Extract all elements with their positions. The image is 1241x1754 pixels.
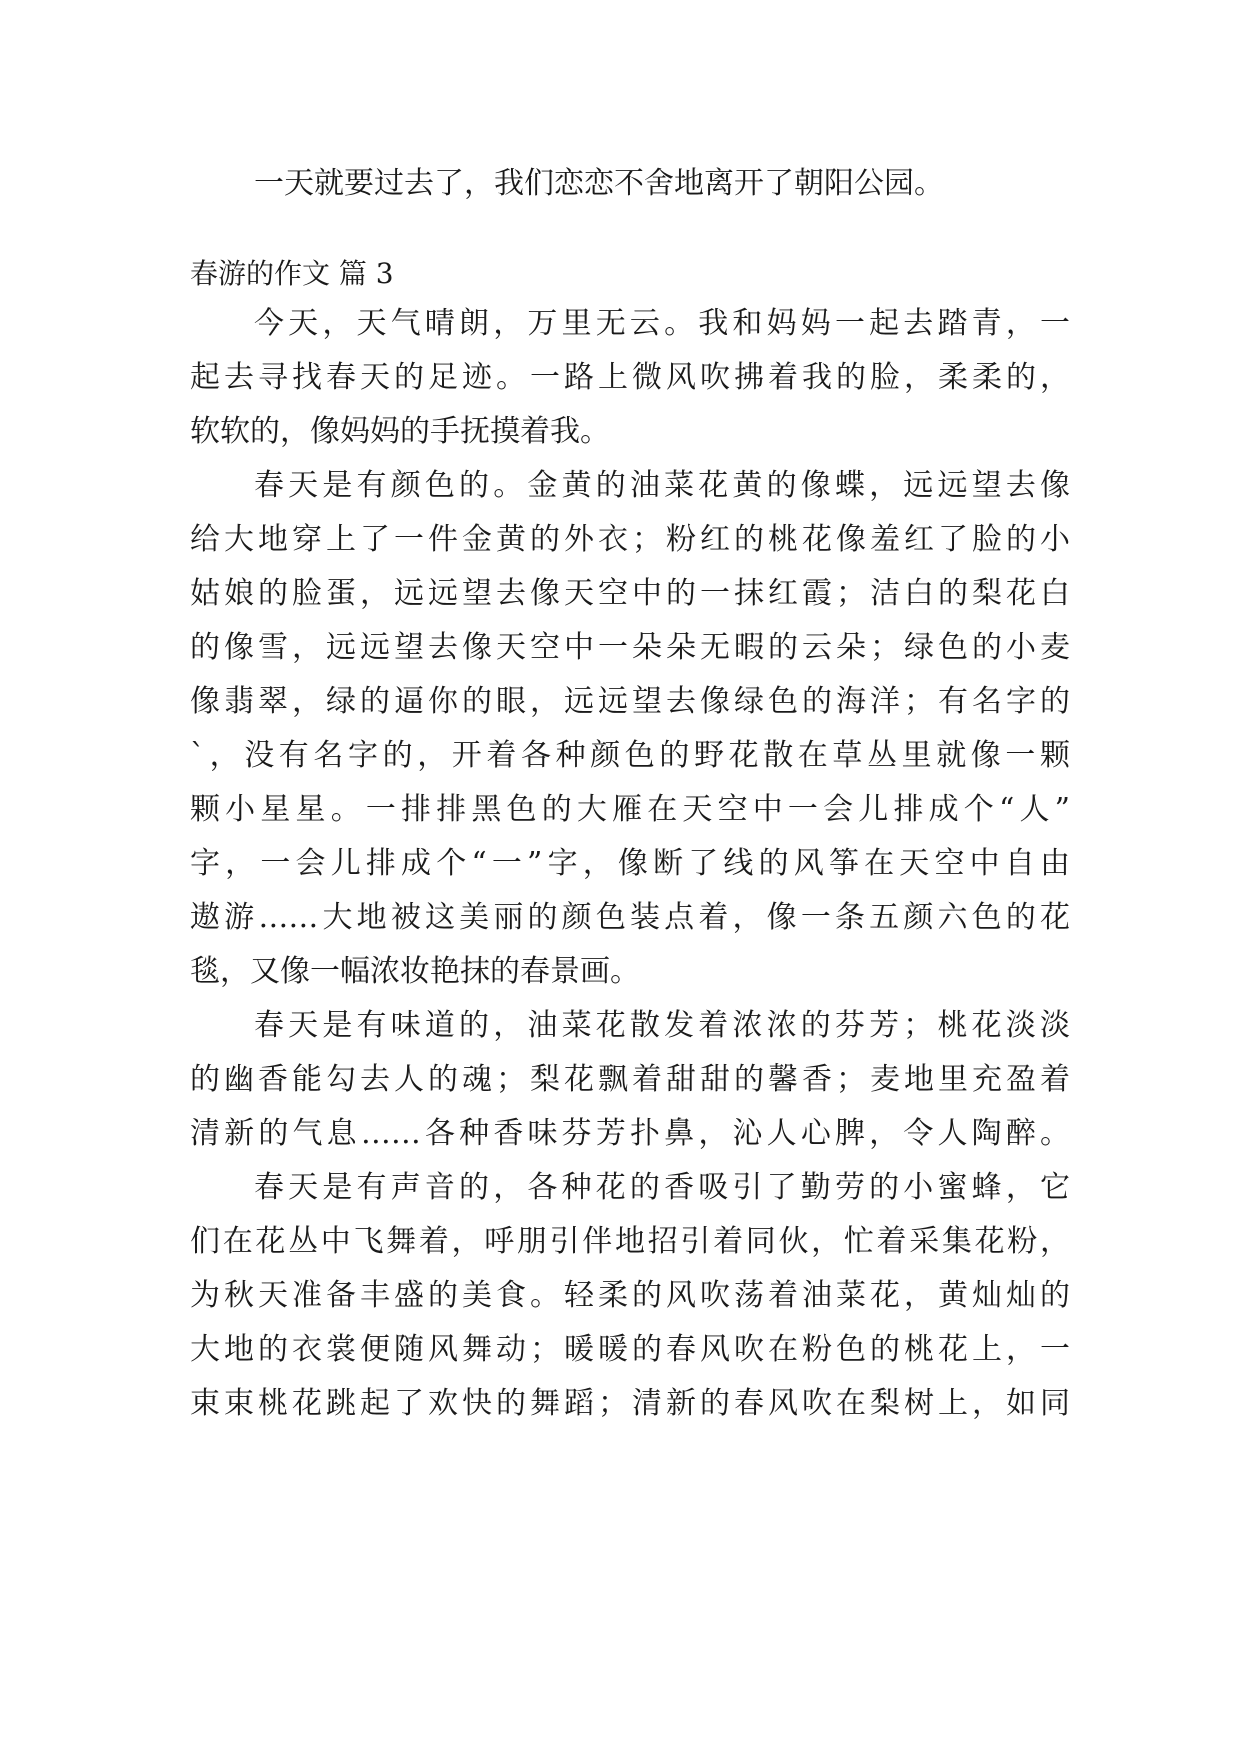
paragraph-line: 的像雪，远远望去像天空中一朵朵无暇的云朵；绿色的小麦 (190, 630, 1070, 665)
paragraph-line: 为秋天准备丰盛的美食。轻柔的风吹荡着油菜花，黄灿灿的 (190, 1278, 1070, 1313)
paragraph-line: 软软的，像妈妈的手抚摸着我。 (190, 414, 610, 449)
paragraph-line: 春天是有颜色的。金黄的油菜花黄的像蝶，远远望去像 (254, 468, 1070, 503)
paragraph-line: 们在花丛中飞舞着，呼朋引伴地招引着同伙，忙着采集花粉， (190, 1224, 1070, 1259)
paragraph-line: 像翡翠，绿的逼你的眼，远远望去像绿色的海洋；有名字的 (190, 684, 1070, 719)
paragraph-line: 字，一会儿排成个“一”字，像断了线的风筝在天空中自由 (190, 846, 1070, 881)
paragraph-line: 起去寻找春天的足迹。一路上微风吹拂着我的脸，柔柔的， (190, 360, 1070, 395)
paragraph-line: 颗小星星。一排排黑色的大雁在天空中一会儿排成个“人” (190, 792, 1070, 827)
paragraph-line: 清新的气息……各种香味芬芳扑鼻，沁人心脾，令人陶醉。 (190, 1116, 1070, 1151)
paragraph-line: 春天是有味道的，油菜花散发着浓浓的芬芳；桃花淡淡 (254, 1008, 1070, 1043)
closing-line: 一天就要过去了，我们恋恋不舍地离开了朝阳公园。 (254, 166, 944, 201)
paragraph-line: 毯，又像一幅浓妆艳抹的春景画。 (190, 954, 640, 989)
section-heading: 春游的作文 篇 3 (190, 257, 394, 290)
paragraph-line: 的幽香能勾去人的魂；梨花飘着甜甜的馨香；麦地里充盈着 (190, 1062, 1070, 1097)
paragraph-line: 给大地穿上了一件金黄的外衣；粉红的桃花像羞红了脸的小 (190, 522, 1070, 557)
paragraph-line: 姑娘的脸蛋，远远望去像天空中的一抹红霞；洁白的梨花白 (190, 576, 1070, 611)
paragraph-line: 大地的衣裳便随风舞动；暖暖的春风吹在粉色的桃花上，一 (190, 1332, 1070, 1367)
paragraph-line: `，没有名字的，开着各种颜色的野花散在草丛里就像一颗 (190, 738, 1070, 773)
paragraph-line: 遨游……大地被这美丽的颜色装点着，像一条五颜六色的花 (190, 900, 1070, 935)
paragraph-line: 束束桃花跳起了欢快的舞蹈；清新的春风吹在梨树上，如同 (190, 1386, 1070, 1421)
paragraph-line: 今天，天气晴朗，万里无云。我和妈妈一起去踏青，一 (254, 306, 1070, 341)
paragraph-line: 春天是有声音的，各种花的香吸引了勤劳的小蜜蜂，它 (254, 1170, 1070, 1205)
